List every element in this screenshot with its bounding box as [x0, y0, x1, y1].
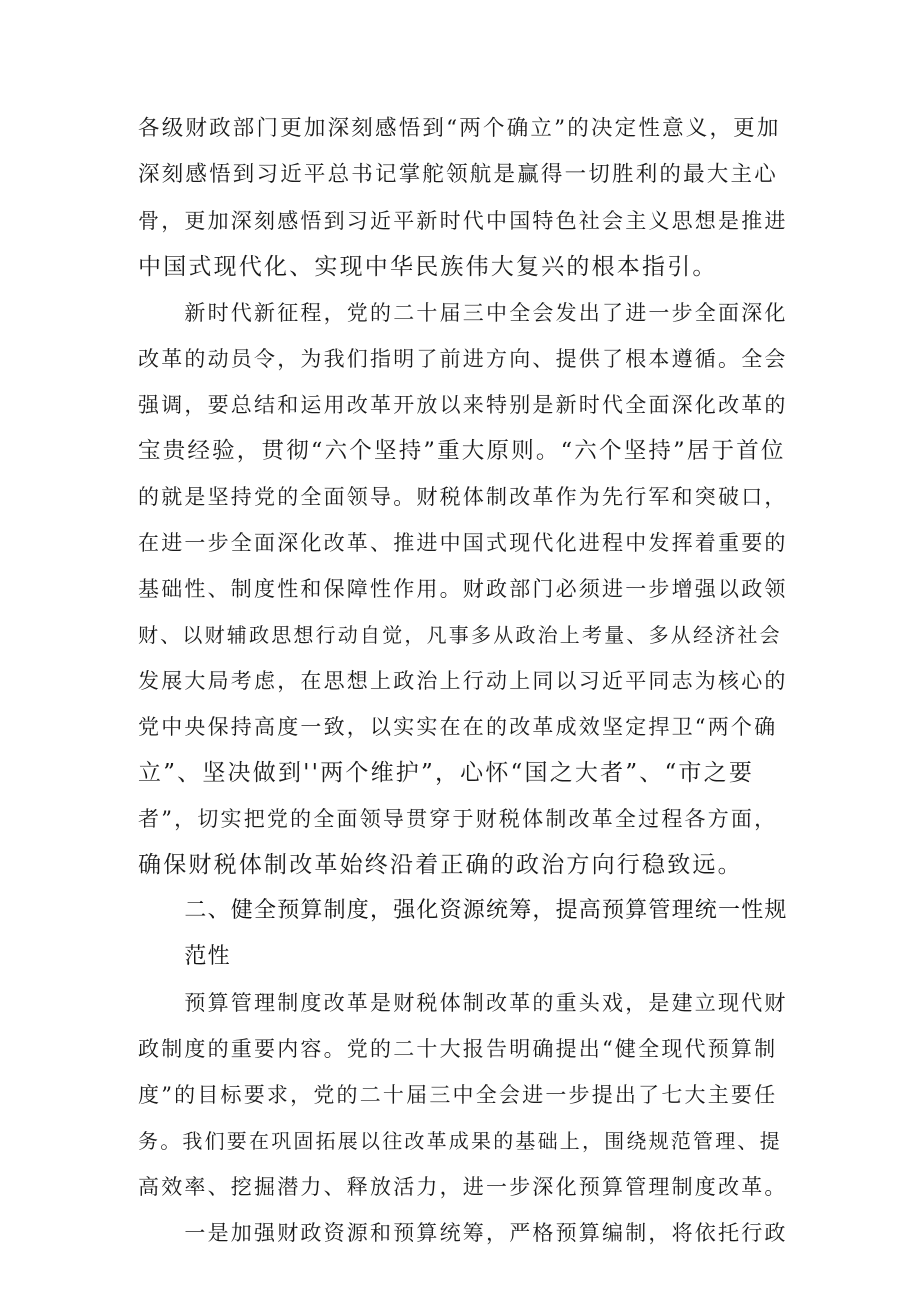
body-text-line: 政制度的重要内容。党的二十大报告明确提出“健全现代预算制: [138, 1037, 778, 1061]
section-heading: 二、健全预算制度，强化资源统筹，提高预算管理统一性规: [138, 898, 788, 923]
body-text-line: 财、以财辅政思想行动自觉，凡事多从政治上考量、多从经济社会: [138, 623, 782, 647]
body-text-line: 发展大局考虑，在思想上政治上行动上同以习近平同志为核心的: [138, 669, 788, 693]
body-text-line: 改革的动员令，为我们指明了前进方向、提供了根本遵循。全会: [138, 347, 788, 371]
body-text-line: 度”的目标要求，党的二十届三中全会进一步提出了七大主要任: [138, 1083, 778, 1107]
body-text-line: 者”，切实把党的全面领导贯穿于财税体制改革全过程各方面，: [138, 807, 778, 831]
body-text-line: 党中央保持高度一致，以实实在在的改革成效坚定捍卫“两个确: [138, 715, 778, 739]
body-text-line: 强调，要总结和运用改革开放以来特别是新时代全面深化改革的: [138, 393, 788, 417]
body-text-line: 预算管理制度改革是财税体制改革的重头戏，是建立现代财: [138, 991, 788, 1015]
body-text-line: 宝贵经验，贯彻“六个坚持”重大原则。“六个坚持”居于首位: [138, 438, 786, 464]
body-text-line: 务。我们要在巩固拓展以往改革成果的基础上，围绕规范管理、提: [138, 1129, 782, 1153]
body-text-line: 深刻感悟到习近平总书记掌舵领航是赢得一切胜利的最大主心: [138, 162, 778, 187]
body-text-line: 确保财税体制改革始终沿着正确的政治方向行稳致远。: [138, 852, 743, 878]
body-text-line: 高效率、挖掘潜力、释放活力，进一步深化预算管理制度改革。: [138, 1175, 788, 1199]
section-heading-continued: 范性: [138, 944, 231, 969]
body-text-line: 在进一步全面深化改革、推进中国式现代化进程中发挥着重要的: [138, 531, 788, 555]
body-text-line: 立”、坚决做到''两个维护”，心怀“国之大者”、“市之要: [138, 760, 755, 786]
body-text-line: 新时代新征程，党的二十届三中全会发出了进一步全面深化: [138, 301, 788, 325]
body-text-line: 基础性、制度性和保障性作用。财政部门必须进一步增强以政领: [138, 577, 788, 601]
body-text-line: 一是加强财政资源和预算统筹，严格预算编制，将依托行政: [138, 1221, 788, 1245]
body-text-line: 各级财政部门更加深刻感悟到“两个确立”的决定性意义，更加: [138, 116, 781, 141]
body-text-line: 骨，更加深刻感悟到习近平新时代中国特色社会主义思想是推进: [138, 209, 788, 233]
body-text-line: 中国式现代化、实现中华民族伟大复兴的根本指引。: [138, 254, 718, 280]
body-text-line: 的就是坚持党的全面领导。财税体制改革作为先行军和突破口，: [138, 485, 788, 509]
